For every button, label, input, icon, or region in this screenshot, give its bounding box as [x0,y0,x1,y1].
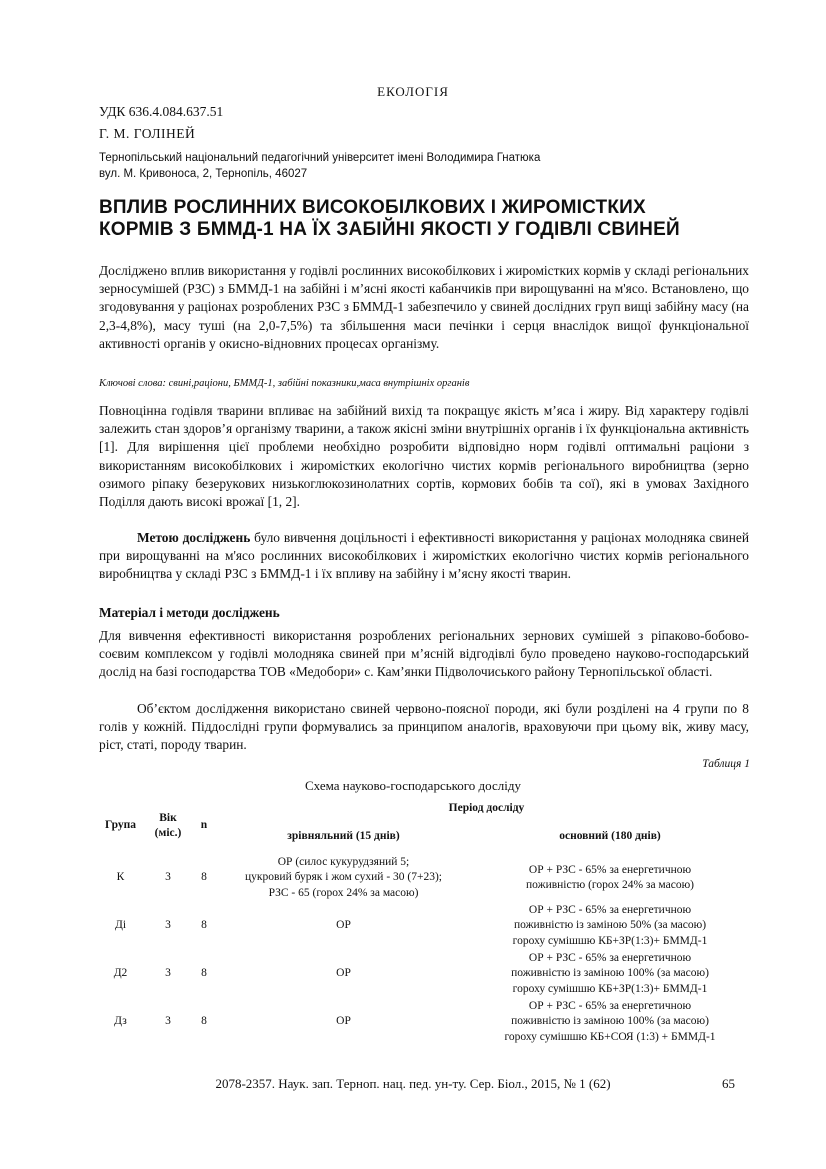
article-title [99,197,739,241]
cell-n: 8 [201,1015,207,1028]
cell-line: гороху сумішшю КБ+ЗР(1:3)+ БММД-1 [512,982,708,995]
table-row [93,854,753,902]
header-age-label: Вік [159,811,177,824]
cell-main [467,950,753,998]
cell-prep: ОР [336,919,351,932]
header-age [148,798,188,854]
cell-main [467,902,753,950]
table-number: Таблиця 1 [702,758,750,770]
cell-line: гороху сумішшю КБ+ЗР(1:3)+ БММД-1 [512,934,708,947]
cell-line: поживністю із заміною 100% (за масою) [511,967,709,980]
udk-code: УДК 636.4.084.637.51 [99,104,224,119]
affiliation [99,150,540,182]
cell-line: гороху сумішшю КБ+СОЯ (1:3) + БММД-1 [504,1030,716,1043]
aim-paragraph [99,529,749,584]
intro-paragraph: Повноцінна годівля тварини впливає на забійний вихід та покращує якість м’яса і жиру. Від характеру годівлі залежить стан здоров’я організму тварини, а також якісні зміни внутрішніх органів і їх функціональна активність [1]. Для вирішення цієї проблеми необхідно розробити відповідно норм годівлі оптимальні раціони з використанням високобілкових і жиромістких екологічно чистих кормів регіонального виробництва (зерно озимого ріпаку безерукових низькоглюкозинолатних сортів, кормових бобів та сої), які в умовах Західного Поділля дають високі врожаї [1, 2]. [99,403,749,510]
cell-prep [220,854,467,902]
header-period: Період досліду [448,802,525,815]
cell-group: Д2 [113,967,128,980]
experiment-scheme-table [93,798,753,1046]
aim-text: було вивчення доцільності і ефективності використання у раціонах молодняка свиней при вирощуванні на м'ясо рослинних високобілкових і жиромістких екологічно чистих кормів регіонального виробництва у складі РЗС з БММД-1 і їх впливу на забійну і м’ясну якості тварин. [99,530,749,582]
cell-prep: ОР [336,967,351,980]
cell-line: РЗС - 65 (горох 24% за масою) [268,886,419,899]
section-heading: ЕКОЛОГІЯ [377,84,449,99]
cell-main [467,998,753,1046]
cell-n: 8 [201,967,207,980]
article-title-line2: КОРМІВ З БММД-1 НА ЇХ ЗАБІЙНІ ЯКОСТІ У ГОДІВЛІ СВИНЕЙ [99,219,680,240]
cell-age: 3 [165,919,171,932]
cell-line: поживністю (горох 24% за масою) [526,879,694,891]
cell-line: цукровий буряк і жом сухий - 30 (7+23); [245,871,442,884]
header-n: n [200,819,208,832]
table-row [93,998,753,1046]
article-title-line1: ВПЛИВ РОСЛИННИХ ВИСОКОБІЛКОВИХ І ЖИРОМІСТКИХ [99,197,646,218]
cell-age: 3 [165,967,171,980]
methods-paragraph-2: Об’єктом дослідження використано свиней червоно-поясної породи, які були розділені на 4 групи по 8 голів у кожній. Піддослідні групи формувались за принципом аналогів, враховуючи при цьому вік, живу масу, ріст, статі, породу тварин. [99,701,749,753]
keywords: Ключові слова: свині,раціони, БММД-1, забійні показники,маса внутрішніх органів [99,378,470,389]
methods-heading: Матеріал і методи досліджень [99,605,280,620]
table-header-row [93,798,753,820]
header-group: Група [105,819,136,832]
cell-main [467,854,753,902]
abstract: Досліджено вплив використання у годівлі рослинних високобілкових і жиромістких кормів у складі регіональних зерносумішей (РЗС) з БММД-1 на забійні і м’ясні якості кабанчиків при вирощуванні на м'ясо. Встановлено, що згодовування у раціонах розроблених РЗС з БММД-1 забезпечило у свиней дослідних груп вищі забійну масу (на 2,3-4,8%), масу туші (на 2,0-7,5%) та збільшення маси печінки і серця внаслідок вищої функціональної активності органів у окисно-відновних процесах організму. [99,263,749,351]
cell-group: К [116,871,125,884]
cell-line: ОР + РЗС - 65% за енергетичною [528,999,692,1012]
header-age-unit: (міс.) [154,827,182,839]
table-row [93,902,753,950]
aim-lead: Метою досліджень [137,530,251,545]
affiliation-institution: Тернопільський національний педагогічний університет імені Володимира Гнатюка [99,152,541,164]
affiliation-address: вул. М. Кривоноса, 2, Тернопіль, 46027 [99,168,308,180]
cell-age: 3 [165,1015,171,1028]
footer-citation: 2078-2357. Наук. зап. Терноп. нац. пед. ун-ту. Сер. Біол., 2015, № 1 (62) [215,1076,611,1091]
table-row [93,950,753,998]
cell-prep: ОР [336,1015,351,1028]
cell-group: Дз [114,1015,127,1028]
table-caption: Схема науково-господарського досліду [305,778,521,793]
header-prep-period: зрівняльний (15 днів) [287,830,400,843]
header-main-period: основний (180 днів) [559,830,661,843]
author-name: Г. М. ГОЛІНЕЙ [99,126,196,141]
page-number: 65 [722,1076,735,1091]
cell-line: ОР + РЗС - 65% за енергетичною [528,863,692,876]
cell-line: поживністю із заміною 100% (за масою) [511,1015,709,1028]
cell-n: 8 [201,919,207,932]
cell-line: поживністю із заміною 50% (за масою) [513,919,707,932]
cell-group: Ді [114,919,127,932]
methods-paragraph-1: Для вивчення ефективності використання розроблених регіональних зернових сумішей з ріпаково-бобово-соєвим комплексом у годівлі молодняка свиней при м’ясній відгодівлі було проведено науково-господарський дослід на базі господарства ТОВ «Медобори» с. Кам’янки Підволочиського району Тернопільської області. [99,628,749,680]
cell-line: ОР + РЗС - 65% за енергетичною [528,951,692,964]
cell-age: 3 [165,871,171,884]
cell-n: 8 [201,871,207,884]
cell-line: ОР (силос кукурудзяний 5; [277,855,410,868]
cell-line: ОР + РЗС - 65% за енергетичною [528,903,692,916]
